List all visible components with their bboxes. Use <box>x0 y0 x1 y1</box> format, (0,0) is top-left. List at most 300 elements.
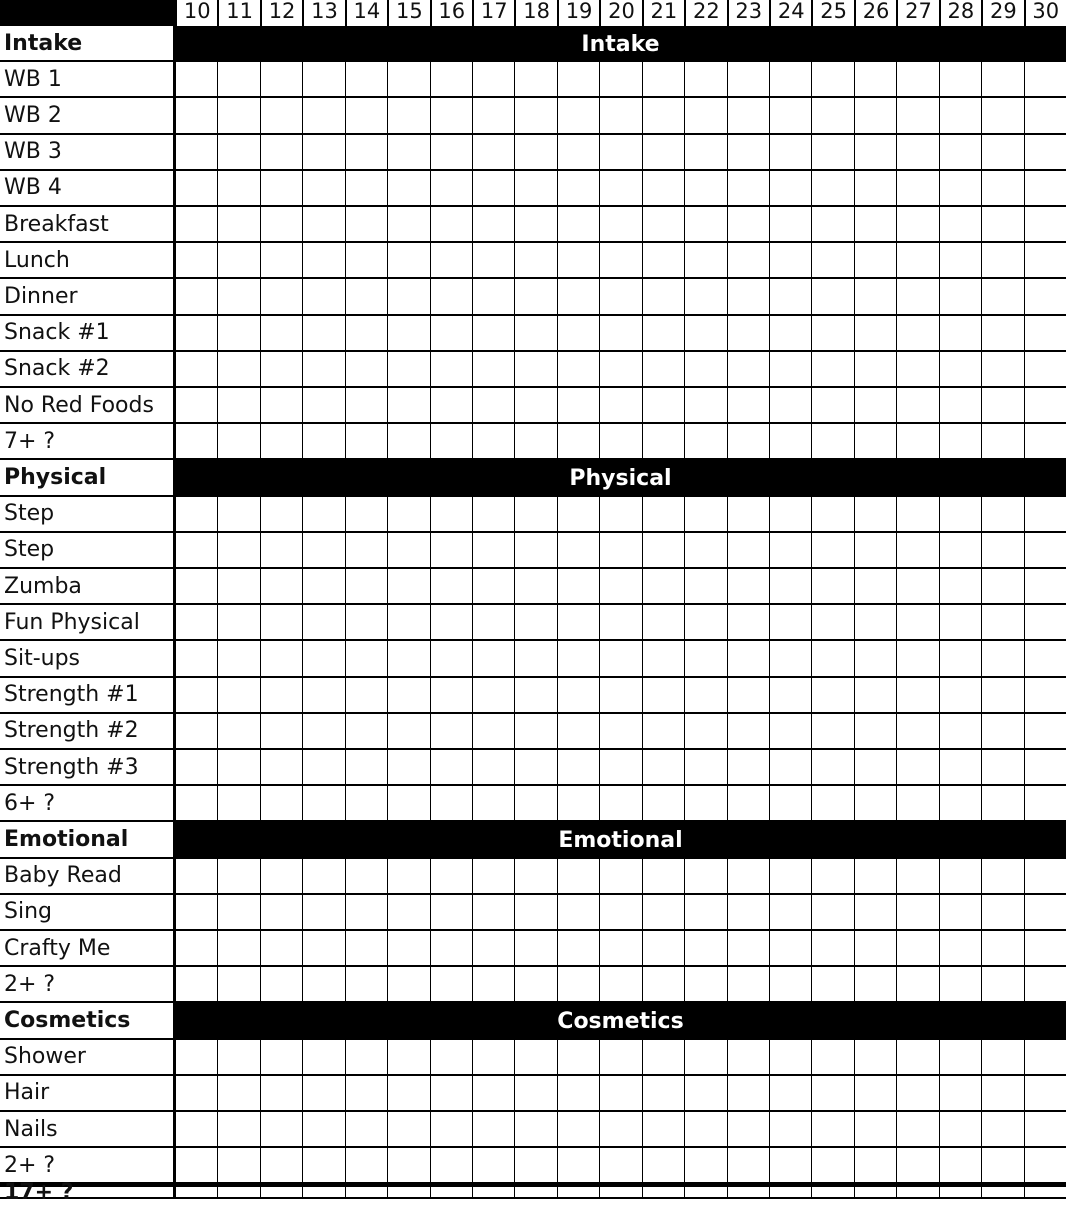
day-check-cell[interactable] <box>1024 859 1066 895</box>
day-check-cell[interactable] <box>175 750 217 786</box>
day-check-cell[interactable] <box>981 279 1023 315</box>
day-check-cell[interactable] <box>217 859 259 895</box>
day-check-cell[interactable] <box>939 967 981 1003</box>
day-check-cell[interactable] <box>345 171 387 207</box>
day-check-cell[interactable] <box>387 62 429 98</box>
day-check-cell[interactable] <box>854 786 896 822</box>
day-check-cell[interactable] <box>599 352 641 388</box>
day-check-cell[interactable] <box>854 388 896 424</box>
day-check-cell[interactable] <box>472 714 514 750</box>
day-check-cell[interactable] <box>1024 605 1066 641</box>
day-check-cell[interactable] <box>302 859 344 895</box>
day-check-cell[interactable] <box>939 388 981 424</box>
day-check-cell[interactable] <box>430 243 472 279</box>
day-check-cell[interactable] <box>472 62 514 98</box>
day-check-cell[interactable] <box>896 135 938 171</box>
day-check-cell[interactable] <box>514 243 556 279</box>
day-check-cell[interactable] <box>217 1076 259 1112</box>
day-check-cell[interactable] <box>939 316 981 352</box>
day-check-cell[interactable] <box>769 895 811 931</box>
day-check-cell[interactable] <box>599 62 641 98</box>
day-check-cell[interactable] <box>1024 678 1066 714</box>
day-check-cell[interactable] <box>684 207 726 243</box>
day-check-cell[interactable] <box>1024 1076 1066 1112</box>
day-check-cell[interactable] <box>939 750 981 786</box>
day-check-cell[interactable] <box>260 62 302 98</box>
day-check-cell[interactable] <box>175 714 217 750</box>
day-check-cell[interactable] <box>684 641 726 677</box>
day-check-cell[interactable] <box>981 859 1023 895</box>
day-check-cell[interactable] <box>599 641 641 677</box>
day-check-cell[interactable] <box>175 605 217 641</box>
day-check-cell[interactable] <box>557 62 599 98</box>
day-check-cell[interactable] <box>302 1076 344 1112</box>
day-check-cell[interactable] <box>557 243 599 279</box>
day-check-cell[interactable] <box>1024 967 1066 1003</box>
day-check-cell[interactable] <box>896 859 938 895</box>
day-check-cell[interactable] <box>302 388 344 424</box>
day-check-cell[interactable] <box>302 1112 344 1148</box>
day-check-cell[interactable] <box>557 786 599 822</box>
day-check-cell[interactable] <box>430 786 472 822</box>
day-check-cell[interactable] <box>514 497 556 533</box>
day-check-cell[interactable] <box>557 1148 599 1184</box>
day-check-cell[interactable] <box>345 243 387 279</box>
day-check-cell[interactable] <box>981 1148 1023 1184</box>
day-check-cell[interactable] <box>260 1076 302 1112</box>
day-check-cell[interactable] <box>811 641 853 677</box>
day-check-cell[interactable] <box>599 533 641 569</box>
day-check-cell[interactable] <box>642 207 684 243</box>
day-check-cell[interactable] <box>175 931 217 967</box>
day-check-cell[interactable] <box>217 967 259 1003</box>
day-check-cell[interactable] <box>981 62 1023 98</box>
day-check-cell[interactable] <box>854 171 896 207</box>
day-check-cell[interactable] <box>599 424 641 460</box>
day-check-cell[interactable] <box>727 931 769 967</box>
day-check-cell[interactable] <box>557 895 599 931</box>
day-check-cell[interactable] <box>430 1112 472 1148</box>
day-check-cell[interactable] <box>260 135 302 171</box>
day-check-cell[interactable] <box>642 931 684 967</box>
day-check-cell[interactable] <box>811 279 853 315</box>
day-check-cell[interactable] <box>1024 62 1066 98</box>
day-check-cell[interactable] <box>896 1184 938 1199</box>
day-check-cell[interactable] <box>854 352 896 388</box>
day-check-cell[interactable] <box>684 1112 726 1148</box>
day-check-cell[interactable] <box>811 750 853 786</box>
day-check-cell[interactable] <box>387 533 429 569</box>
day-check-cell[interactable] <box>260 678 302 714</box>
day-check-cell[interactable] <box>769 171 811 207</box>
day-check-cell[interactable] <box>811 1184 853 1199</box>
day-check-cell[interactable] <box>217 678 259 714</box>
day-check-cell[interactable] <box>896 714 938 750</box>
day-check-cell[interactable] <box>642 895 684 931</box>
day-check-cell[interactable] <box>811 135 853 171</box>
day-check-cell[interactable] <box>599 786 641 822</box>
day-check-cell[interactable] <box>514 714 556 750</box>
day-check-cell[interactable] <box>642 786 684 822</box>
day-check-cell[interactable] <box>260 243 302 279</box>
day-check-cell[interactable] <box>217 895 259 931</box>
day-check-cell[interactable] <box>217 1112 259 1148</box>
day-check-cell[interactable] <box>430 1148 472 1184</box>
day-check-cell[interactable] <box>599 497 641 533</box>
day-check-cell[interactable] <box>981 424 1023 460</box>
day-check-cell[interactable] <box>175 62 217 98</box>
day-check-cell[interactable] <box>854 243 896 279</box>
day-check-cell[interactable] <box>599 931 641 967</box>
day-check-cell[interactable] <box>854 1040 896 1076</box>
day-check-cell[interactable] <box>387 605 429 641</box>
day-check-cell[interactable] <box>854 895 896 931</box>
day-check-cell[interactable] <box>811 678 853 714</box>
day-check-cell[interactable] <box>599 569 641 605</box>
day-check-cell[interactable] <box>684 714 726 750</box>
day-check-cell[interactable] <box>599 1076 641 1112</box>
day-check-cell[interactable] <box>345 424 387 460</box>
day-check-cell[interactable] <box>939 859 981 895</box>
day-check-cell[interactable] <box>260 931 302 967</box>
day-check-cell[interactable] <box>981 497 1023 533</box>
day-check-cell[interactable] <box>599 1184 641 1199</box>
day-check-cell[interactable] <box>175 98 217 134</box>
day-check-cell[interactable] <box>175 424 217 460</box>
day-check-cell[interactable] <box>260 1184 302 1199</box>
day-check-cell[interactable] <box>981 388 1023 424</box>
day-check-cell[interactable] <box>981 352 1023 388</box>
day-check-cell[interactable] <box>981 1112 1023 1148</box>
day-check-cell[interactable] <box>217 569 259 605</box>
day-check-cell[interactable] <box>642 967 684 1003</box>
day-check-cell[interactable] <box>260 279 302 315</box>
day-check-cell[interactable] <box>514 279 556 315</box>
day-check-cell[interactable] <box>260 859 302 895</box>
day-check-cell[interactable] <box>939 171 981 207</box>
day-check-cell[interactable] <box>684 1076 726 1112</box>
day-check-cell[interactable] <box>727 135 769 171</box>
day-check-cell[interactable] <box>642 714 684 750</box>
day-check-cell[interactable] <box>514 678 556 714</box>
day-check-cell[interactable] <box>981 533 1023 569</box>
day-check-cell[interactable] <box>854 1112 896 1148</box>
day-check-cell[interactable] <box>175 316 217 352</box>
day-check-cell[interactable] <box>896 605 938 641</box>
day-check-cell[interactable] <box>430 497 472 533</box>
day-check-cell[interactable] <box>472 497 514 533</box>
day-check-cell[interactable] <box>472 1076 514 1112</box>
day-check-cell[interactable] <box>302 1040 344 1076</box>
day-check-cell[interactable] <box>514 424 556 460</box>
day-check-cell[interactable] <box>769 1112 811 1148</box>
day-check-cell[interactable] <box>514 316 556 352</box>
day-check-cell[interactable] <box>260 207 302 243</box>
day-check-cell[interactable] <box>430 678 472 714</box>
day-check-cell[interactable] <box>514 388 556 424</box>
day-check-cell[interactable] <box>769 424 811 460</box>
day-check-cell[interactable] <box>302 207 344 243</box>
day-check-cell[interactable] <box>939 424 981 460</box>
day-check-cell[interactable] <box>430 967 472 1003</box>
day-check-cell[interactable] <box>217 98 259 134</box>
day-check-cell[interactable] <box>430 98 472 134</box>
day-check-cell[interactable] <box>939 569 981 605</box>
day-check-cell[interactable] <box>557 750 599 786</box>
day-check-cell[interactable] <box>727 98 769 134</box>
day-check-cell[interactable] <box>896 316 938 352</box>
day-check-cell[interactable] <box>345 1076 387 1112</box>
day-check-cell[interactable] <box>472 641 514 677</box>
day-check-cell[interactable] <box>514 931 556 967</box>
day-check-cell[interactable] <box>302 279 344 315</box>
day-check-cell[interactable] <box>430 895 472 931</box>
day-check-cell[interactable] <box>387 931 429 967</box>
day-check-cell[interactable] <box>599 859 641 895</box>
day-check-cell[interactable] <box>896 279 938 315</box>
day-check-cell[interactable] <box>1024 243 1066 279</box>
day-check-cell[interactable] <box>1024 171 1066 207</box>
day-check-cell[interactable] <box>684 895 726 931</box>
day-check-cell[interactable] <box>260 533 302 569</box>
day-check-cell[interactable] <box>387 786 429 822</box>
day-check-cell[interactable] <box>769 605 811 641</box>
day-check-cell[interactable] <box>1024 786 1066 822</box>
day-check-cell[interactable] <box>896 1148 938 1184</box>
day-check-cell[interactable] <box>345 207 387 243</box>
day-check-cell[interactable] <box>896 967 938 1003</box>
day-check-cell[interactable] <box>217 424 259 460</box>
day-check-cell[interactable] <box>1024 1184 1066 1199</box>
day-check-cell[interactable] <box>302 641 344 677</box>
day-check-cell[interactable] <box>345 497 387 533</box>
day-check-cell[interactable] <box>599 171 641 207</box>
day-check-cell[interactable] <box>642 497 684 533</box>
day-check-cell[interactable] <box>514 533 556 569</box>
day-check-cell[interactable] <box>260 316 302 352</box>
day-check-cell[interactable] <box>939 279 981 315</box>
day-check-cell[interactable] <box>514 641 556 677</box>
day-check-cell[interactable] <box>430 1040 472 1076</box>
day-check-cell[interactable] <box>727 967 769 1003</box>
day-check-cell[interactable] <box>854 1148 896 1184</box>
day-check-cell[interactable] <box>642 569 684 605</box>
day-check-cell[interactable] <box>811 388 853 424</box>
day-check-cell[interactable] <box>302 569 344 605</box>
day-check-cell[interactable] <box>217 641 259 677</box>
day-check-cell[interactable] <box>769 207 811 243</box>
day-check-cell[interactable] <box>981 678 1023 714</box>
day-check-cell[interactable] <box>260 1040 302 1076</box>
day-check-cell[interactable] <box>387 1148 429 1184</box>
day-check-cell[interactable] <box>1024 641 1066 677</box>
day-check-cell[interactable] <box>981 98 1023 134</box>
day-check-cell[interactable] <box>472 678 514 714</box>
day-check-cell[interactable] <box>430 859 472 895</box>
day-check-cell[interactable] <box>769 388 811 424</box>
day-check-cell[interactable] <box>387 279 429 315</box>
day-check-cell[interactable] <box>727 786 769 822</box>
day-check-cell[interactable] <box>472 1112 514 1148</box>
day-check-cell[interactable] <box>302 678 344 714</box>
day-check-cell[interactable] <box>1024 895 1066 931</box>
day-check-cell[interactable] <box>472 967 514 1003</box>
day-check-cell[interactable] <box>642 279 684 315</box>
day-check-cell[interactable] <box>387 207 429 243</box>
day-check-cell[interactable] <box>430 1076 472 1112</box>
day-check-cell[interactable] <box>939 605 981 641</box>
day-check-cell[interactable] <box>684 352 726 388</box>
day-check-cell[interactable] <box>939 243 981 279</box>
day-check-cell[interactable] <box>514 1148 556 1184</box>
day-check-cell[interactable] <box>175 1040 217 1076</box>
day-check-cell[interactable] <box>430 352 472 388</box>
day-check-cell[interactable] <box>684 98 726 134</box>
day-check-cell[interactable] <box>811 98 853 134</box>
day-check-cell[interactable] <box>769 243 811 279</box>
day-check-cell[interactable] <box>345 1148 387 1184</box>
day-check-cell[interactable] <box>684 859 726 895</box>
day-check-cell[interactable] <box>472 1184 514 1199</box>
day-check-cell[interactable] <box>727 569 769 605</box>
day-check-cell[interactable] <box>472 605 514 641</box>
day-check-cell[interactable] <box>981 786 1023 822</box>
day-check-cell[interactable] <box>896 750 938 786</box>
day-check-cell[interactable] <box>260 98 302 134</box>
day-check-cell[interactable] <box>769 750 811 786</box>
day-check-cell[interactable] <box>896 678 938 714</box>
day-check-cell[interactable] <box>514 62 556 98</box>
day-check-cell[interactable] <box>472 352 514 388</box>
day-check-cell[interactable] <box>981 967 1023 1003</box>
day-check-cell[interactable] <box>387 895 429 931</box>
day-check-cell[interactable] <box>557 424 599 460</box>
day-check-cell[interactable] <box>302 786 344 822</box>
day-check-cell[interactable] <box>557 967 599 1003</box>
day-check-cell[interactable] <box>684 605 726 641</box>
day-check-cell[interactable] <box>939 62 981 98</box>
day-check-cell[interactable] <box>981 1184 1023 1199</box>
day-check-cell[interactable] <box>557 1076 599 1112</box>
day-check-cell[interactable] <box>981 714 1023 750</box>
day-check-cell[interactable] <box>430 714 472 750</box>
day-check-cell[interactable] <box>896 497 938 533</box>
day-check-cell[interactable] <box>727 895 769 931</box>
day-check-cell[interactable] <box>811 1040 853 1076</box>
day-check-cell[interactable] <box>769 352 811 388</box>
day-check-cell[interactable] <box>684 1040 726 1076</box>
day-check-cell[interactable] <box>345 786 387 822</box>
day-check-cell[interactable] <box>854 605 896 641</box>
day-check-cell[interactable] <box>387 316 429 352</box>
day-check-cell[interactable] <box>345 98 387 134</box>
day-check-cell[interactable] <box>939 98 981 134</box>
day-check-cell[interactable] <box>811 352 853 388</box>
day-check-cell[interactable] <box>217 135 259 171</box>
day-check-cell[interactable] <box>854 1076 896 1112</box>
day-check-cell[interactable] <box>557 135 599 171</box>
day-check-cell[interactable] <box>854 967 896 1003</box>
day-check-cell[interactable] <box>684 243 726 279</box>
day-check-cell[interactable] <box>684 533 726 569</box>
day-check-cell[interactable] <box>430 424 472 460</box>
day-check-cell[interactable] <box>472 388 514 424</box>
day-check-cell[interactable] <box>1024 207 1066 243</box>
day-check-cell[interactable] <box>302 895 344 931</box>
day-check-cell[interactable] <box>811 895 853 931</box>
day-check-cell[interactable] <box>472 207 514 243</box>
day-check-cell[interactable] <box>557 1112 599 1148</box>
day-check-cell[interactable] <box>1024 931 1066 967</box>
day-check-cell[interactable] <box>599 135 641 171</box>
day-check-cell[interactable] <box>345 714 387 750</box>
day-check-cell[interactable] <box>175 279 217 315</box>
day-check-cell[interactable] <box>642 750 684 786</box>
day-check-cell[interactable] <box>302 352 344 388</box>
day-check-cell[interactable] <box>260 1112 302 1148</box>
day-check-cell[interactable] <box>430 931 472 967</box>
day-check-cell[interactable] <box>769 98 811 134</box>
day-check-cell[interactable] <box>642 243 684 279</box>
day-check-cell[interactable] <box>727 243 769 279</box>
day-check-cell[interactable] <box>727 1040 769 1076</box>
day-check-cell[interactable] <box>854 424 896 460</box>
day-check-cell[interactable] <box>981 931 1023 967</box>
day-check-cell[interactable] <box>854 62 896 98</box>
day-check-cell[interactable] <box>939 352 981 388</box>
day-check-cell[interactable] <box>684 497 726 533</box>
day-check-cell[interactable] <box>642 98 684 134</box>
day-check-cell[interactable] <box>811 316 853 352</box>
day-check-cell[interactable] <box>557 388 599 424</box>
day-check-cell[interactable] <box>302 533 344 569</box>
day-check-cell[interactable] <box>599 605 641 641</box>
day-check-cell[interactable] <box>557 678 599 714</box>
day-check-cell[interactable] <box>175 895 217 931</box>
day-check-cell[interactable] <box>472 424 514 460</box>
day-check-cell[interactable] <box>769 641 811 677</box>
day-check-cell[interactable] <box>854 714 896 750</box>
day-check-cell[interactable] <box>260 424 302 460</box>
day-check-cell[interactable] <box>981 605 1023 641</box>
day-check-cell[interactable] <box>684 678 726 714</box>
day-check-cell[interactable] <box>557 533 599 569</box>
day-check-cell[interactable] <box>302 62 344 98</box>
day-check-cell[interactable] <box>727 714 769 750</box>
day-check-cell[interactable] <box>599 243 641 279</box>
day-check-cell[interactable] <box>345 678 387 714</box>
day-check-cell[interactable] <box>557 207 599 243</box>
day-check-cell[interactable] <box>769 497 811 533</box>
day-check-cell[interactable] <box>769 1184 811 1199</box>
day-check-cell[interactable] <box>302 1184 344 1199</box>
day-check-cell[interactable] <box>769 569 811 605</box>
day-check-cell[interactable] <box>557 859 599 895</box>
day-check-cell[interactable] <box>769 931 811 967</box>
day-check-cell[interactable] <box>939 135 981 171</box>
day-check-cell[interactable] <box>811 714 853 750</box>
day-check-cell[interactable] <box>1024 714 1066 750</box>
day-check-cell[interactable] <box>260 171 302 207</box>
day-check-cell[interactable] <box>472 859 514 895</box>
day-check-cell[interactable] <box>939 497 981 533</box>
day-check-cell[interactable] <box>472 895 514 931</box>
day-check-cell[interactable] <box>811 569 853 605</box>
day-check-cell[interactable] <box>642 388 684 424</box>
day-check-cell[interactable] <box>1024 569 1066 605</box>
day-check-cell[interactable] <box>727 424 769 460</box>
day-check-cell[interactable] <box>939 895 981 931</box>
